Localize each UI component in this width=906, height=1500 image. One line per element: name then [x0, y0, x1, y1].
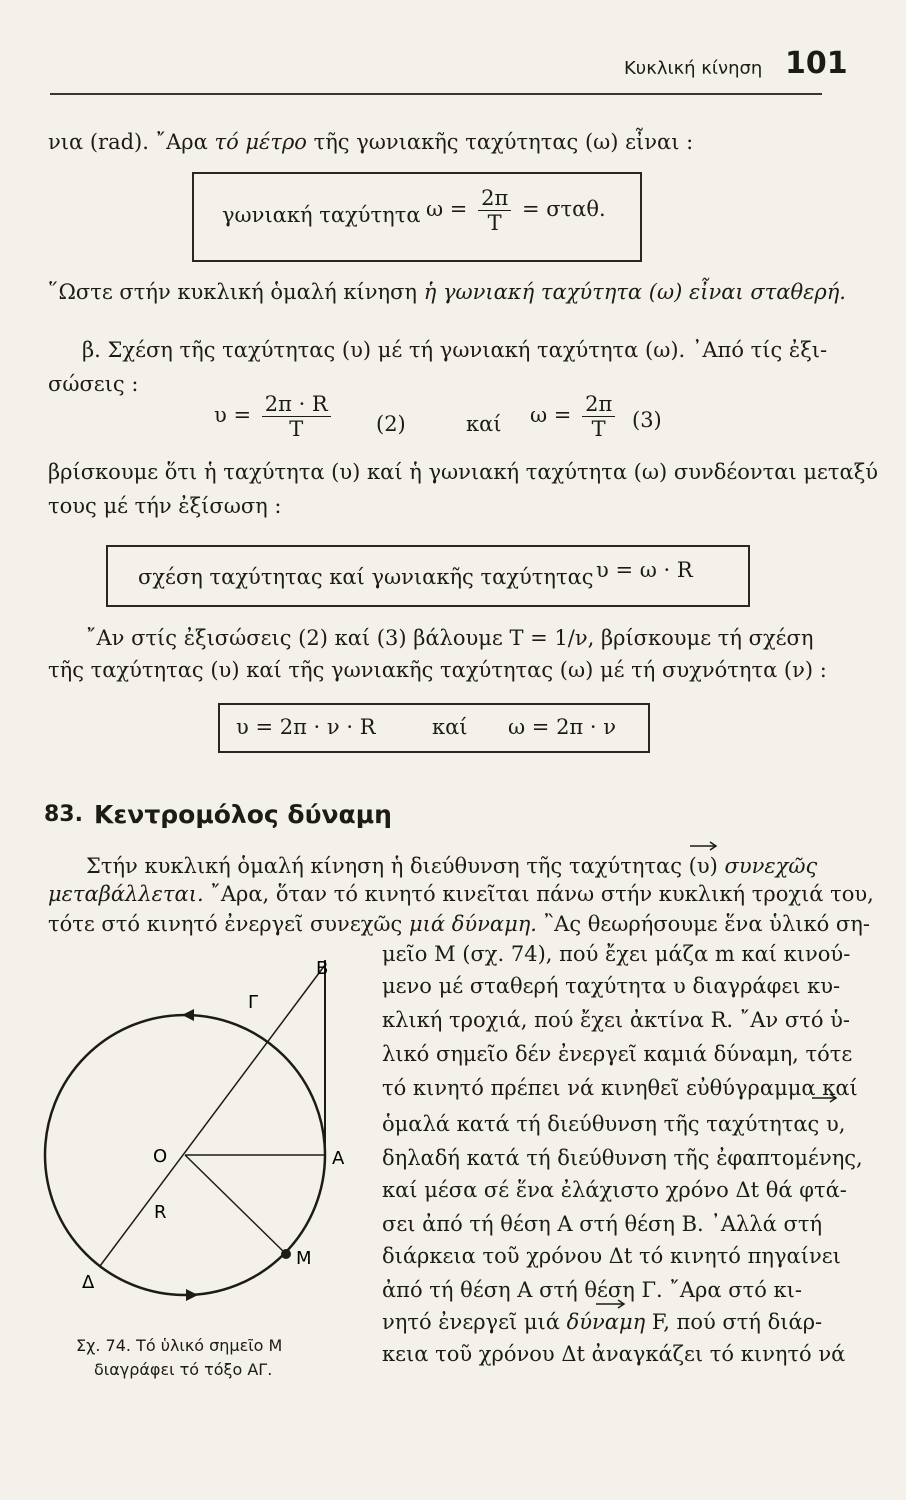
column-line: δηλαδή κατά τή διεύθυνση τῆς ἐφαπτομένης,: [382, 1146, 863, 1170]
column-line: καί μέσα σέ ἕνα ἐλάχιστο χρόνο Δt θά φτά-: [382, 1178, 847, 1202]
substitution-line2: τῆς ταχύτητας (υ) καί τῆς γωνιακῆς ταχύτητας (ω) μέ τή συχνότητα (ν) :: [48, 658, 827, 682]
arrow-v1: [690, 842, 716, 850]
point-m: [281, 1249, 291, 1259]
fraction: $\frac{2\pi}{T}$: [582, 392, 615, 441]
arrow-bottom: [186, 1289, 198, 1301]
equation-tag-3: (3): [632, 408, 662, 432]
column-line-final: κεια τοῦ χρόνου Δt ἀναγκάζει τό κινητό νά: [382, 1342, 846, 1366]
column-line: μεῖο Μ (σχ. 74), πού ἔχει μάζα m καί κινού-: [382, 942, 851, 966]
figure-caption-line1: Σχ. 74. Τό ὑλικό σημεῖο Μ: [76, 1336, 283, 1355]
column-line: κλική τροχιά, πού ἔχει ἀκτίνα R. ῎Αν στό ὑ-: [382, 1008, 850, 1032]
running-title: Κυκλική κίνηση: [624, 58, 763, 79]
section-b-line2: σώσεις :: [48, 372, 139, 396]
find-line1: βρίσκουμε ὅτι ἡ ταχύτητα (υ) καί ἡ γωνιακή ταχύτητα (ω) συνδέονται μεταξύ: [48, 460, 879, 484]
label-r: R: [154, 1202, 167, 1223]
radius-m-line: [185, 1155, 286, 1254]
page-number: 101: [785, 46, 848, 81]
fraction: $\frac{2\pi \cdot R}{T}$: [262, 392, 331, 441]
column-line: ὁμαλά κατά τή διεύθυνση τῆς ταχύτητας υ,: [382, 1112, 846, 1136]
frequency-connector: καί: [432, 715, 468, 739]
substitution-line1: ῎Αν στίς ἐξισώσεις (2) καί (3) βάλουμε T = 1/ν, βρίσκουμε τή σχέση: [86, 626, 814, 650]
angular-equation: ω = $\frac{2\pi}{T}$: [530, 392, 619, 441]
section-title: Κεντρομόλος δύναμη: [94, 800, 392, 829]
body-line-2: μεταβάλλεται. ῎Αρα, ὅταν τό κινητό κινεῖται πάνω στήν κυκλική τροχιά του,: [48, 882, 874, 906]
arrow-f: [596, 1300, 624, 1308]
relation-formula: υ = ω · R: [596, 558, 693, 582]
relation-label: σχέση ταχύτητας καί γωνιακῆς ταχύτητας: [138, 565, 594, 589]
arrow-top: [182, 1009, 194, 1021]
column-line-force: νητό ἐνεργεῖ μιά δύναμη F, πού στή διάρ-: [382, 1310, 823, 1334]
angular-velocity-label: γωνιακή ταχύτητα: [222, 203, 421, 227]
find-line2: τους μέ τήν ἐξίσωση :: [48, 494, 282, 518]
conclusion-line: ῞Ωστε στήν κυκλική ὁμαλή κίνηση ἡ γωνιακή ταχύτητα (ω) εἶναι σταθερή.: [48, 280, 846, 304]
label-o: O: [153, 1146, 168, 1167]
column-line: ἀπό τή θέση Α στή θέση Γ. ῎Αρα στό κι-: [382, 1278, 802, 1302]
column-line: λικό σημεῖο δέν ἐνεργεῖ καμιά δύναμη, τότε: [382, 1042, 853, 1066]
column-line: μενο μέ σταθερή ταχύτητα υ διαγράφει κυ-: [382, 974, 841, 998]
label-b: B: [316, 960, 329, 979]
label-m: M: [296, 1248, 312, 1269]
label-a: A: [332, 1148, 345, 1169]
frequency-velocity: υ = 2π · ν · R: [236, 715, 376, 739]
section-number: 83.: [44, 802, 83, 827]
line-delta-b: [100, 965, 325, 1266]
body-line-1: Στήν κυκλική ὁμαλή κίνηση ἡ διεύθυνση τῆς ταχύτητας (υ) συνεχῶς: [86, 854, 818, 878]
column-line: τό κινητό πρέπει νά κινηθεῖ εὐθύγραμμα καί: [382, 1076, 858, 1100]
velocity-equation: υ = $\frac{2\pi \cdot R}{T}$: [214, 392, 335, 441]
figure-74: [40, 960, 370, 1305]
column-line: σει ἀπό τή θέση Α στή θέση Β. ᾿Αλλά στή: [382, 1212, 823, 1236]
angular-velocity-formula: ω = $\frac{2\pi}{T}$ = σταθ.: [426, 186, 606, 235]
intro-line: νια (rad). ῎Αρα τό μέτρο τῆς γωνιακῆς ταχύτητας (ω) εἶναι :: [48, 130, 694, 154]
figure-caption-line2: διαγράφει τό τόξο ΑΓ.: [94, 1360, 273, 1379]
fraction: $\frac{2\pi}{T}$: [478, 186, 511, 235]
arrow-v2: [812, 1094, 836, 1102]
equation-connector: καί: [466, 412, 502, 436]
equation-tag-2: (2): [376, 412, 406, 436]
column-line: διάρκεια τοῦ χρόνου Δt τό κινητό πηγαίνει: [382, 1244, 841, 1268]
label-delta: Δ: [82, 1272, 95, 1293]
section-b-line1: β. Σχέση τῆς ταχύτητας (υ) μέ τή γωνιακή ταχύτητα (ω). ᾿Από τίς ἐξι-: [82, 338, 828, 362]
body-line-3: τότε στό κινητό ἐνεργεῖ συνεχῶς μιά δύναμη. ῍Ας θεωρήσουμε ἕνα ὑλικό ση-: [48, 912, 870, 936]
frequency-angular: ω = 2π · ν: [508, 715, 617, 739]
label-gamma: Γ: [248, 992, 259, 1013]
